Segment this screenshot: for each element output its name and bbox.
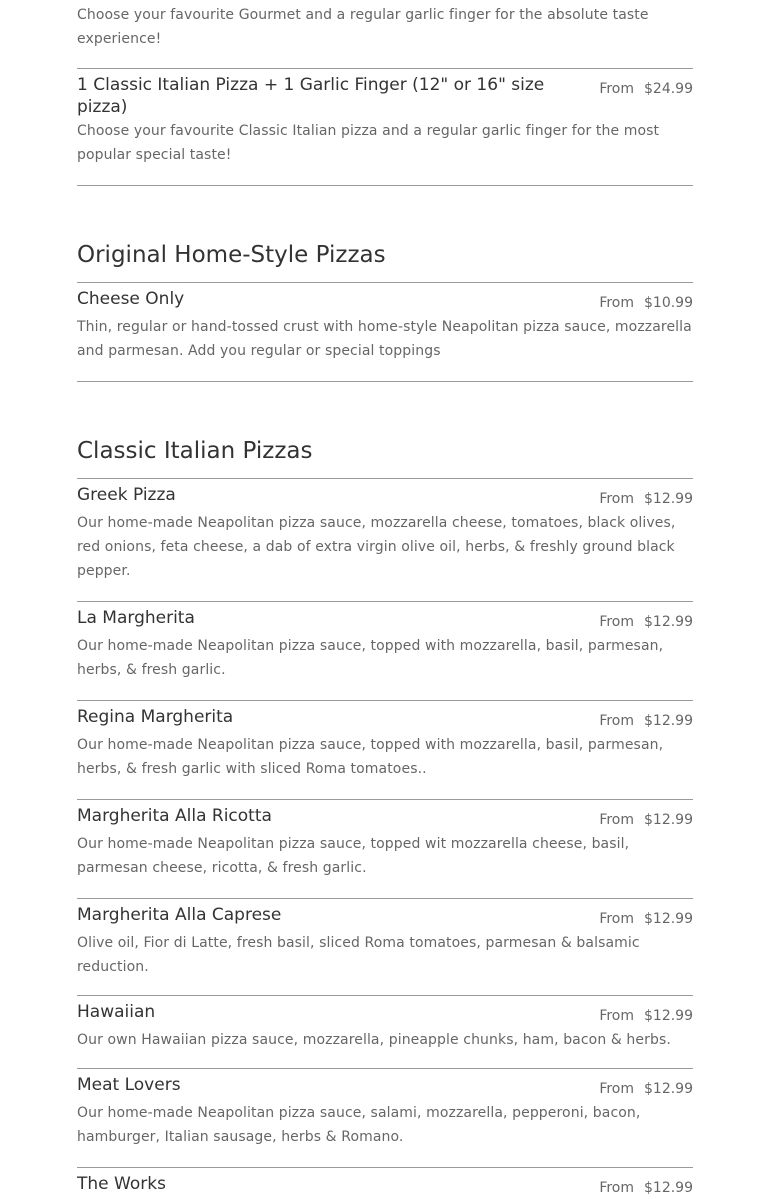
price-from-label: From	[599, 713, 634, 729]
menu-item-description: Choose your favourite Classic Italian pizza and a regular garlic finger for the most popular special taste!	[77, 123, 660, 163]
menu-item-name: 1 Classic Italian Pizza + 1 Garlic Finger (12" or 16" size pizza)	[77, 75, 545, 117]
price-value: $12.99	[644, 491, 693, 507]
price-value: $12.99	[644, 1008, 693, 1024]
price-from-label: From	[599, 1081, 634, 1097]
price-value: $12.99	[644, 1081, 693, 1097]
price-from-label: From	[599, 491, 634, 507]
menu-item-price	[599, 1177, 693, 1199]
menu-item-name: Meat Lovers	[77, 1075, 181, 1095]
menu-item-price	[599, 292, 693, 314]
menu-item-price	[599, 611, 693, 633]
price-value: $12.99	[644, 614, 693, 630]
menu-item-description: Our home-made Neapolitan pizza sauce, salami, mozzarella, pepperoni, bacon, hamburger, Italian sausage, herbs & Romano.	[77, 1105, 641, 1145]
menu-item-name: Greek Pizza	[77, 485, 176, 505]
menu-item-name: Cheese Only	[77, 289, 185, 309]
menu-item-greek-pizza[interactable]	[77, 479, 693, 602]
gourmet-combo-description: Choose your favourite Gourmet and a regular garlic finger for the absolute taste experience!	[77, 3, 693, 69]
menu-item-hawaiian[interactable]	[77, 996, 693, 1069]
menu-item-description: Thin, regular or hand-tossed crust with home-style Neapolitan pizza sauce, mozzarella and parmesan. Add you regular or special toppings	[77, 319, 692, 359]
price-from-label: From	[599, 911, 634, 927]
menu-item-price	[599, 488, 693, 510]
price-value: $12.99	[644, 812, 693, 828]
menu-item-price	[599, 908, 693, 930]
menu-item-name: Margherita Alla Caprese	[77, 905, 282, 925]
menu-item-meat-lovers[interactable]	[77, 1069, 693, 1168]
price-from-label: From	[599, 614, 634, 630]
price-from-label: From	[599, 295, 634, 311]
menu-page	[77, 0, 693, 1199]
menu-item-price	[599, 1078, 693, 1100]
menu-item-price	[599, 78, 693, 100]
menu-item-margherita-alla-caprese[interactable]	[77, 899, 693, 996]
menu-item-name: La Margherita	[77, 608, 195, 628]
price-value: $10.99	[644, 295, 693, 311]
price-value: $12.99	[644, 1180, 693, 1196]
menu-item-description: Our home-made Neapolitan pizza sauce, mozzarella cheese, tomatoes, black olives, red onions, feta cheese, a dab of extra virgin olive oil, herbs, & freshly ground black pepper.	[77, 515, 676, 579]
price-value: $24.99	[644, 81, 693, 97]
price-value: $12.99	[644, 911, 693, 927]
menu-item-description: Olive oil, Fior di Latte, fresh basil, sliced Roma tomatoes, parmesan & balsamic reduction.	[77, 935, 640, 975]
menu-item-price	[599, 710, 693, 732]
menu-item-regina-margherita[interactable]	[77, 701, 693, 800]
price-from-label: From	[599, 1008, 634, 1024]
menu-item-description: Our own Hawaiian pizza sauce, mozzarella, pineapple chunks, ham, bacon & herbs.	[77, 1032, 671, 1048]
menu-item-cheese-only[interactable]	[77, 283, 693, 382]
menu-item-price	[599, 809, 693, 831]
menu-item-la-margherita[interactable]	[77, 602, 693, 701]
menu-item-name: The Works	[77, 1174, 166, 1194]
section-title-classic-italian: Classic Italian Pizzas	[77, 436, 693, 479]
menu-item-description: Our home-made Neapolitan pizza sauce, topped with mozzarella, basil, parmesan, herbs, & fresh garlic with sliced Roma tomatoes..	[77, 737, 664, 777]
menu-item-classic-combo[interactable]	[77, 69, 693, 186]
menu-item-name: Margherita Alla Ricotta	[77, 806, 272, 826]
price-from-label: From	[599, 1180, 634, 1196]
menu-item-name: Hawaiian	[77, 1002, 156, 1022]
section-title-original-home-style: Original Home-Style Pizzas	[77, 240, 693, 283]
price-from-label: From	[599, 81, 634, 97]
menu-item-name: Regina Margherita	[77, 707, 234, 727]
menu-item-price	[599, 1005, 693, 1027]
menu-item-description: Our home-made Neapolitan pizza sauce, topped with mozzarella, basil, parmesan, herbs, & fresh garlic.	[77, 638, 664, 678]
price-from-label: From	[599, 812, 634, 828]
menu-item-the-works[interactable]	[77, 1168, 693, 1199]
price-value: $12.99	[644, 713, 693, 729]
menu-item-margherita-alla-ricotta[interactable]	[77, 800, 693, 899]
menu-item-description: Our home-made Neapolitan pizza sauce, topped wit mozzarella cheese, basil, parmesan cheese, ricotta, & fresh garlic.	[77, 836, 630, 876]
